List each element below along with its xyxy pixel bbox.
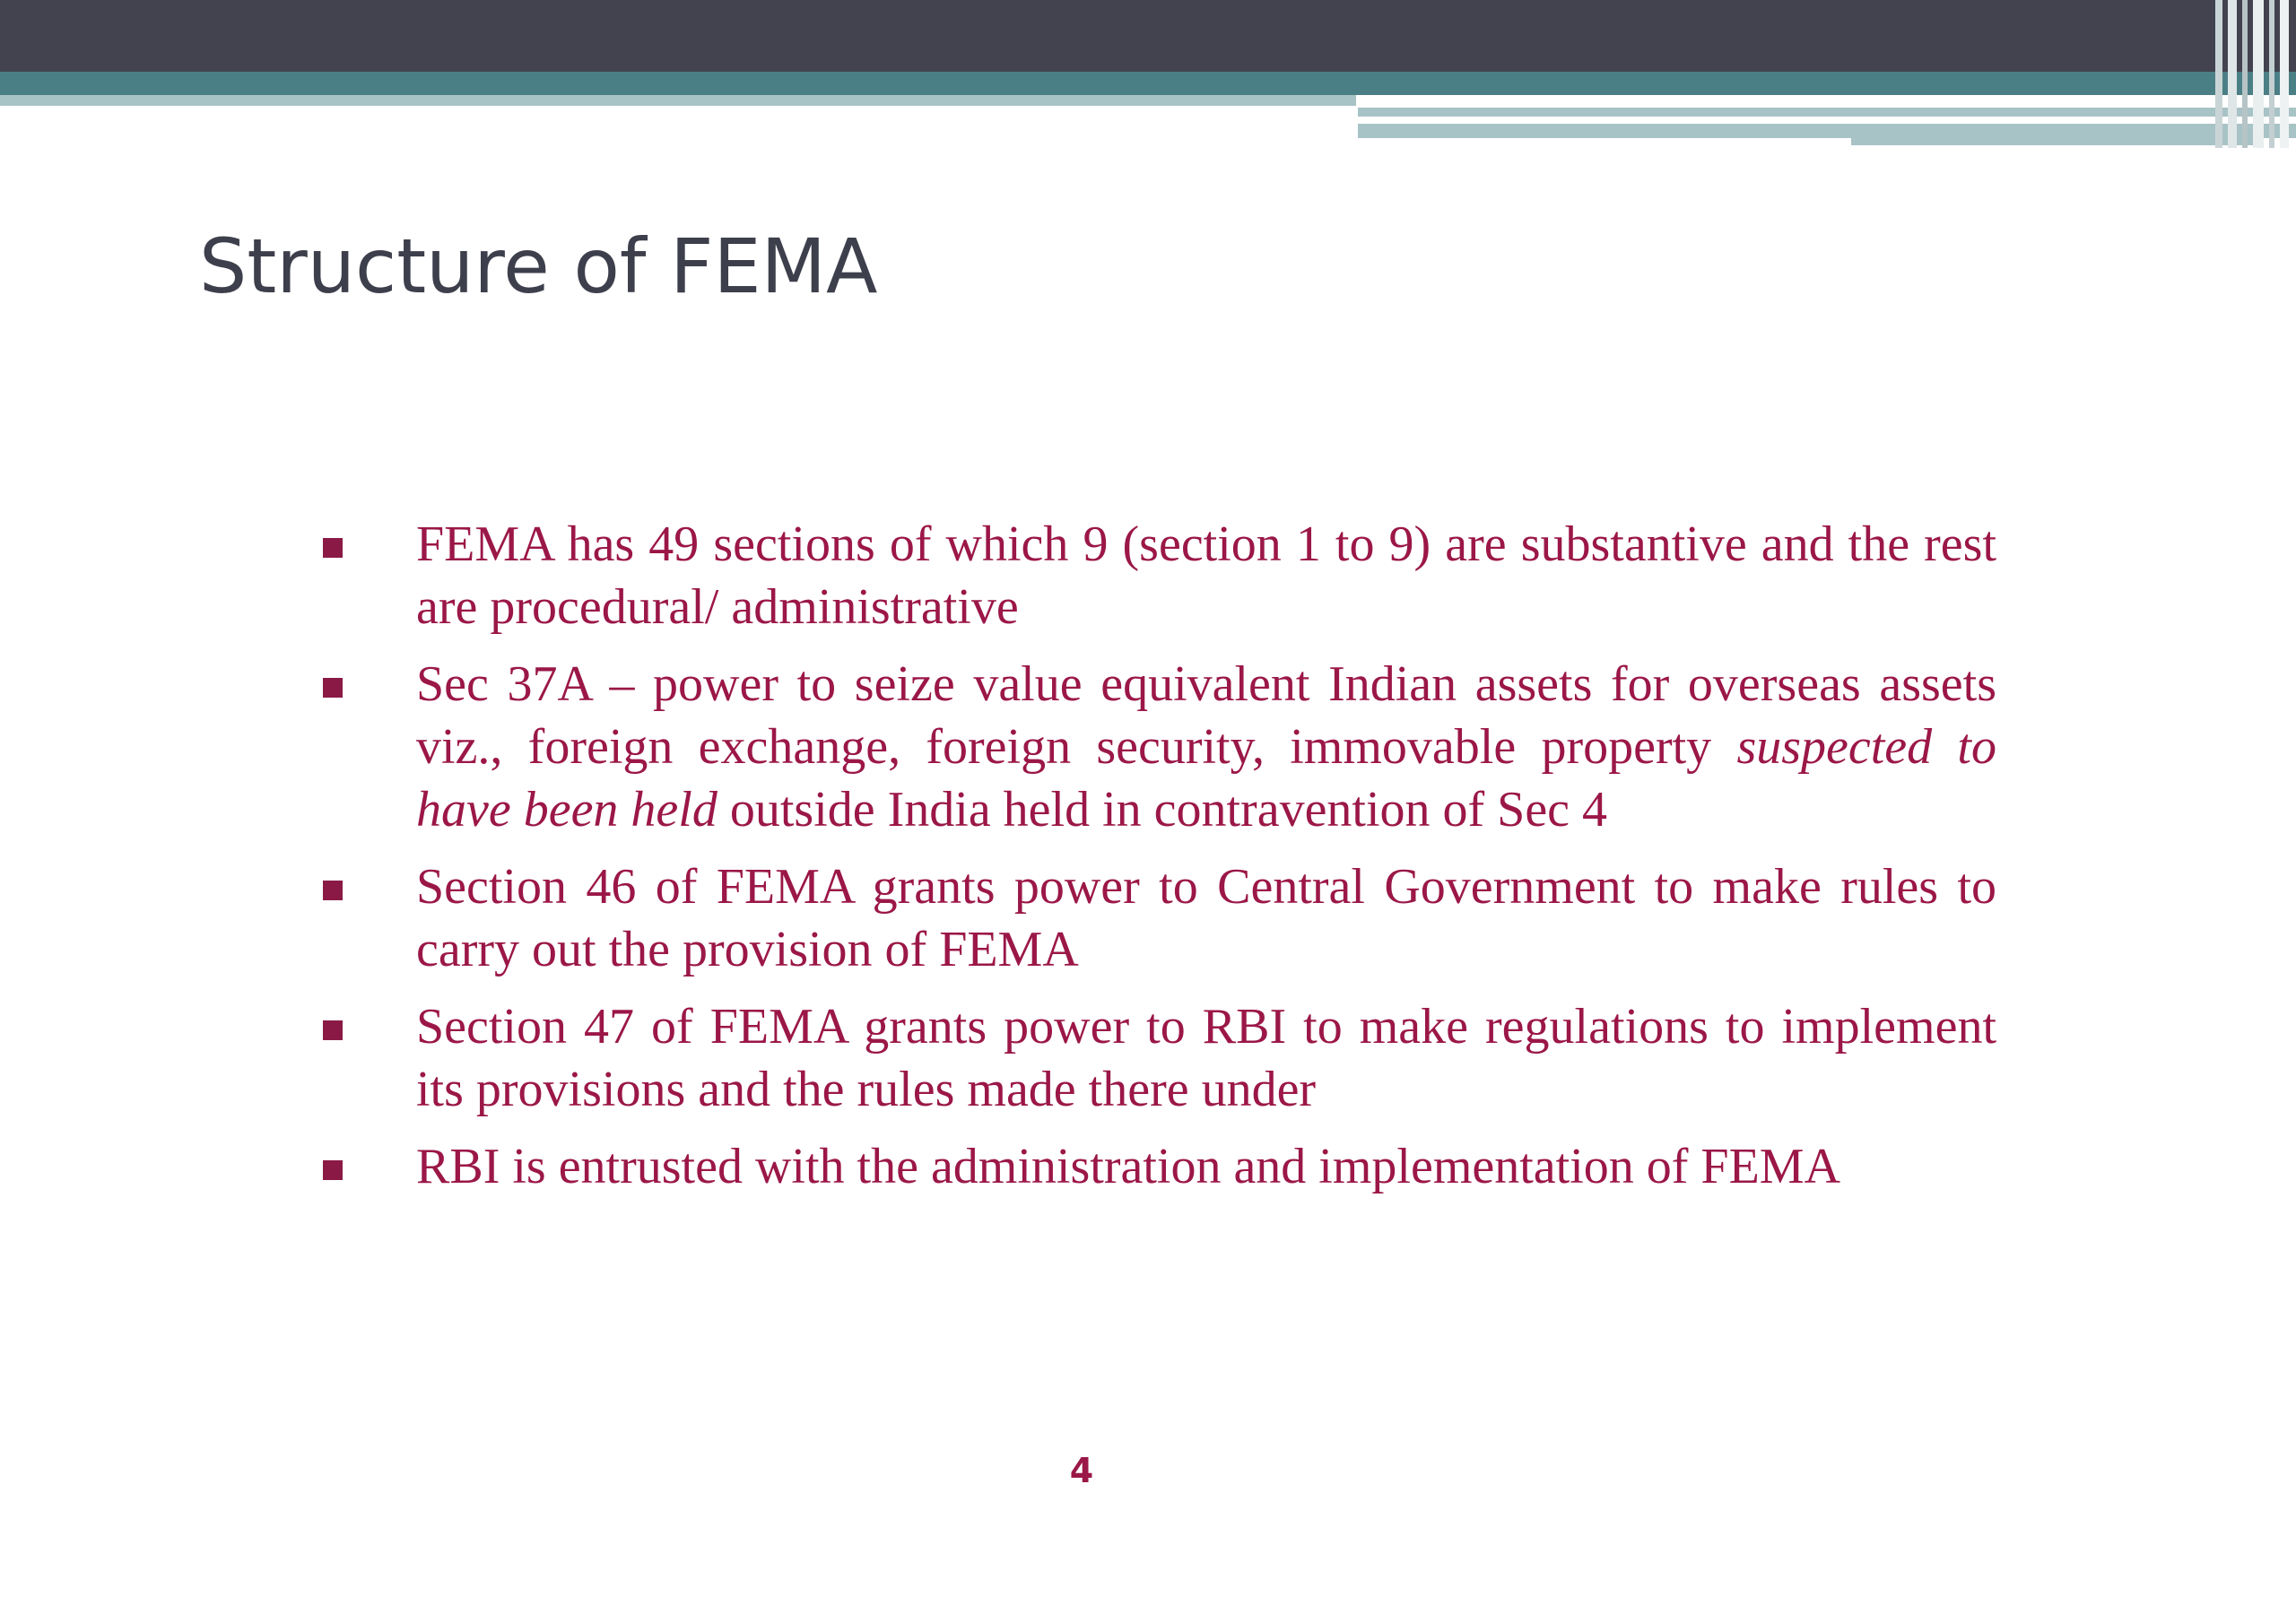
bullet-text-continued: outside India held in contravention of Sec 4 <box>717 782 1608 838</box>
bullet-item <box>316 855 1996 981</box>
bullet-item <box>316 995 1996 1121</box>
header-stripes-decoration <box>2215 0 2296 148</box>
bullet-item <box>316 1135 1996 1198</box>
slide-title: Structure of FEMA <box>199 222 878 310</box>
header-band-step <box>1851 138 2255 145</box>
bullet-emphasis-text: suspected to have been held <box>416 719 1996 838</box>
header-band-teal <box>0 72 2296 95</box>
bullet-text: FEMA has 49 sections of which 9 (section 1 to 9) are substantive and the rest are procedural/ administrative <box>416 516 1996 635</box>
square-bullet-icon <box>323 538 343 558</box>
bullet-text: RBI is entrusted with the administration and implementation of FEMA <box>416 1139 1841 1194</box>
square-bullet-icon <box>323 1160 343 1180</box>
bullet-text: Section 47 of FEMA grants power to RBI to make regulations to implement its provisions and the rules made there under <box>416 999 1996 1117</box>
bullet-item <box>316 513 1996 638</box>
page-number: 4 <box>1069 1451 1094 1490</box>
bullet-text: Sec 37A – power to seize value equivalent Indian assets for overseas assets viz., foreign exchange, foreign security, immovable property <box>416 656 1996 775</box>
bullet-item <box>316 653 1996 841</box>
square-bullet-icon <box>323 1020 343 1040</box>
header-band-dark <box>0 0 2296 72</box>
square-bullet-icon <box>323 678 343 698</box>
square-bullet-icon <box>323 881 343 900</box>
bullet-list <box>316 513 1996 1212</box>
header-band-white-line <box>1358 117 2126 124</box>
header-band-light-right-lower <box>1358 124 2296 138</box>
header-band-light-left <box>0 95 1356 106</box>
header-band-light-right <box>1358 108 2296 117</box>
bullet-text: Section 46 of FEMA grants power to Central Government to make rules to carry out the provision of FEMA <box>416 859 1996 977</box>
